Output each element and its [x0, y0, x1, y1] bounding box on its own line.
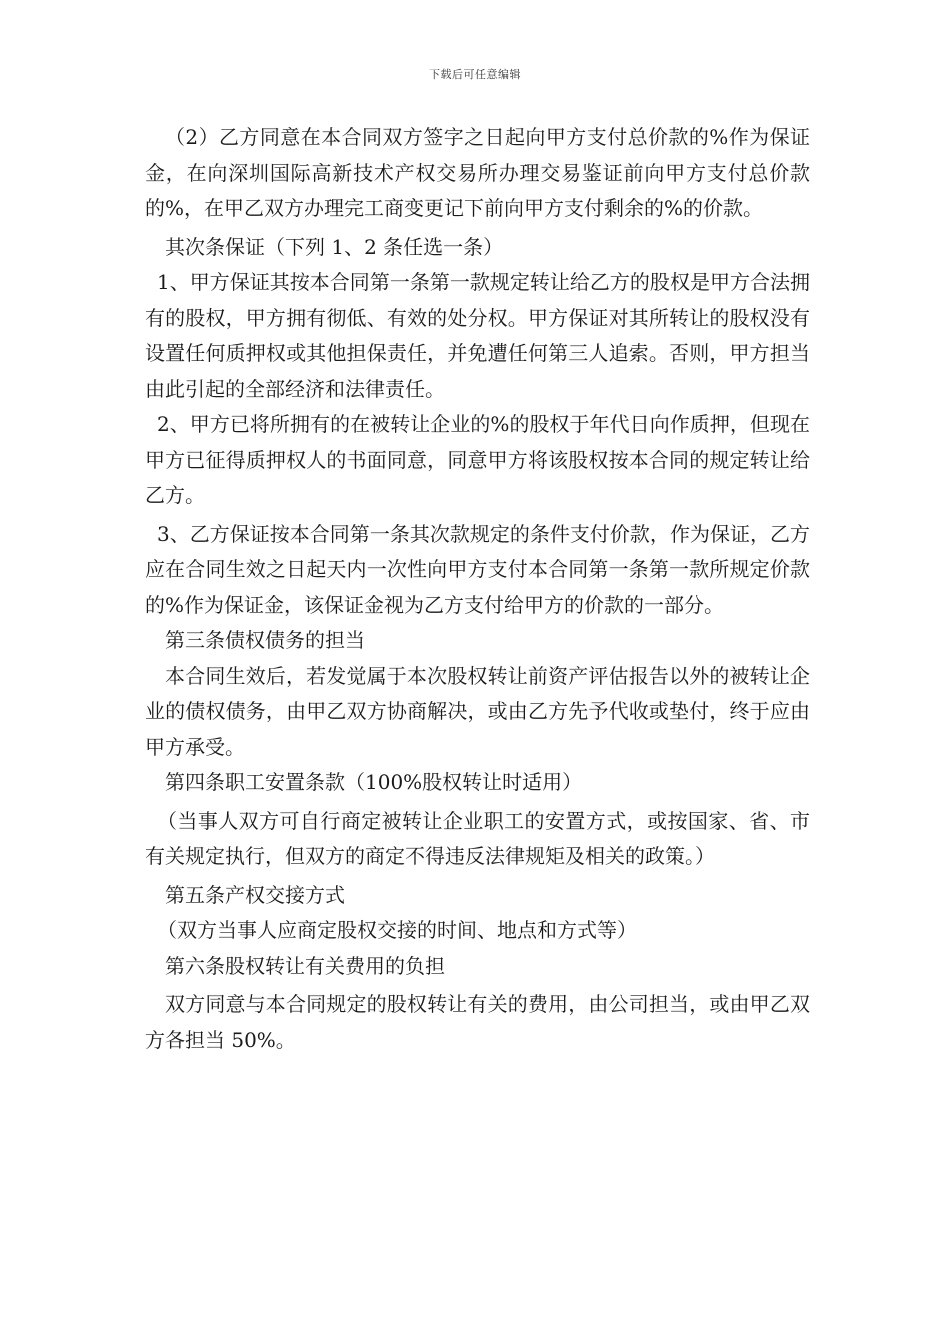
- heading-article-5-handover: 第五条产权交接方式: [165, 882, 345, 907]
- paragraph-guarantee-3: 3、乙方保证按本合同第一条其次款规定的条件支付价款，作为保证，乙方应在合同生效之日起天内一次性向甲方支付本合同第一条第一款所规定价款的%作为保证金，该保证金视为乙方支付给甲方的价款的一部分。: [145, 521, 810, 617]
- paragraph-debts: 本合同生效后，若发觉属于本次股权转让前资产评估报告以外的被转让企业的债权债务，由甲乙双方协商解决，或由乙方先予代收或垫付，终于应由甲方承受。: [145, 663, 810, 759]
- document-body: [145, 120, 810, 1058]
- heading-article-2-guarantee: 其次条保证（下列 1、2 条任选一条）: [165, 234, 504, 259]
- heading-article-6-fees: 第六条股权转让有关费用的负担: [165, 953, 445, 978]
- paragraph-guarantee-2: 2、甲方已将所拥有的在被转让企业的%的股权于年代日向作质押，但现在甲方已征得质押权人的书面同意，同意甲方将该股权按本合同的规定转让给乙方。: [145, 412, 810, 507]
- paragraph-payment-terms: （2）乙方同意在本合同双方签字之日起向甲方支付总价款的%作为保证金，在向深圳国际高新技术产权交易所办理交易鉴证前向甲方支付总价款的%，在甲乙双方办理完工商变更记下前向甲方支付剩余的%的价款。: [145, 125, 810, 220]
- heading-article-3-debts: 第三条债权债务的担当: [165, 628, 365, 652]
- paragraph-fees: 双方同意与本合同规定的股权转让有关的费用，由公司担当，或由甲乙双方各担当 50%。: [145, 992, 810, 1052]
- heading-article-4-staff: 第四条职工安置条款（100%股权转让时适用）: [165, 770, 583, 794]
- paragraph-staff: （当事人双方可自行商定被转让企业职工的安置方式，或按国家、省、市有关规定执行，但双方的商定不得违反法律规矩及相关的政策。）: [145, 808, 810, 868]
- page-header: 下载后可任意编辑: [429, 68, 521, 81]
- paragraph-guarantee-1: 1、甲方保证其按本合同第一条第一款规定转让给乙方的股权是甲方合法拥有的股权，甲方拥有彻低、有效的处分权。甲方保证对其所转让的股权没有设置任何质押权或其他担保责任，并免遭任何第三人追索。否则，甲方担当由此引起的全部经济和法律责任。: [145, 270, 810, 401]
- paragraph-handover: （双方当事人应商定股权交接的时间、地点和方式等）: [157, 918, 637, 942]
